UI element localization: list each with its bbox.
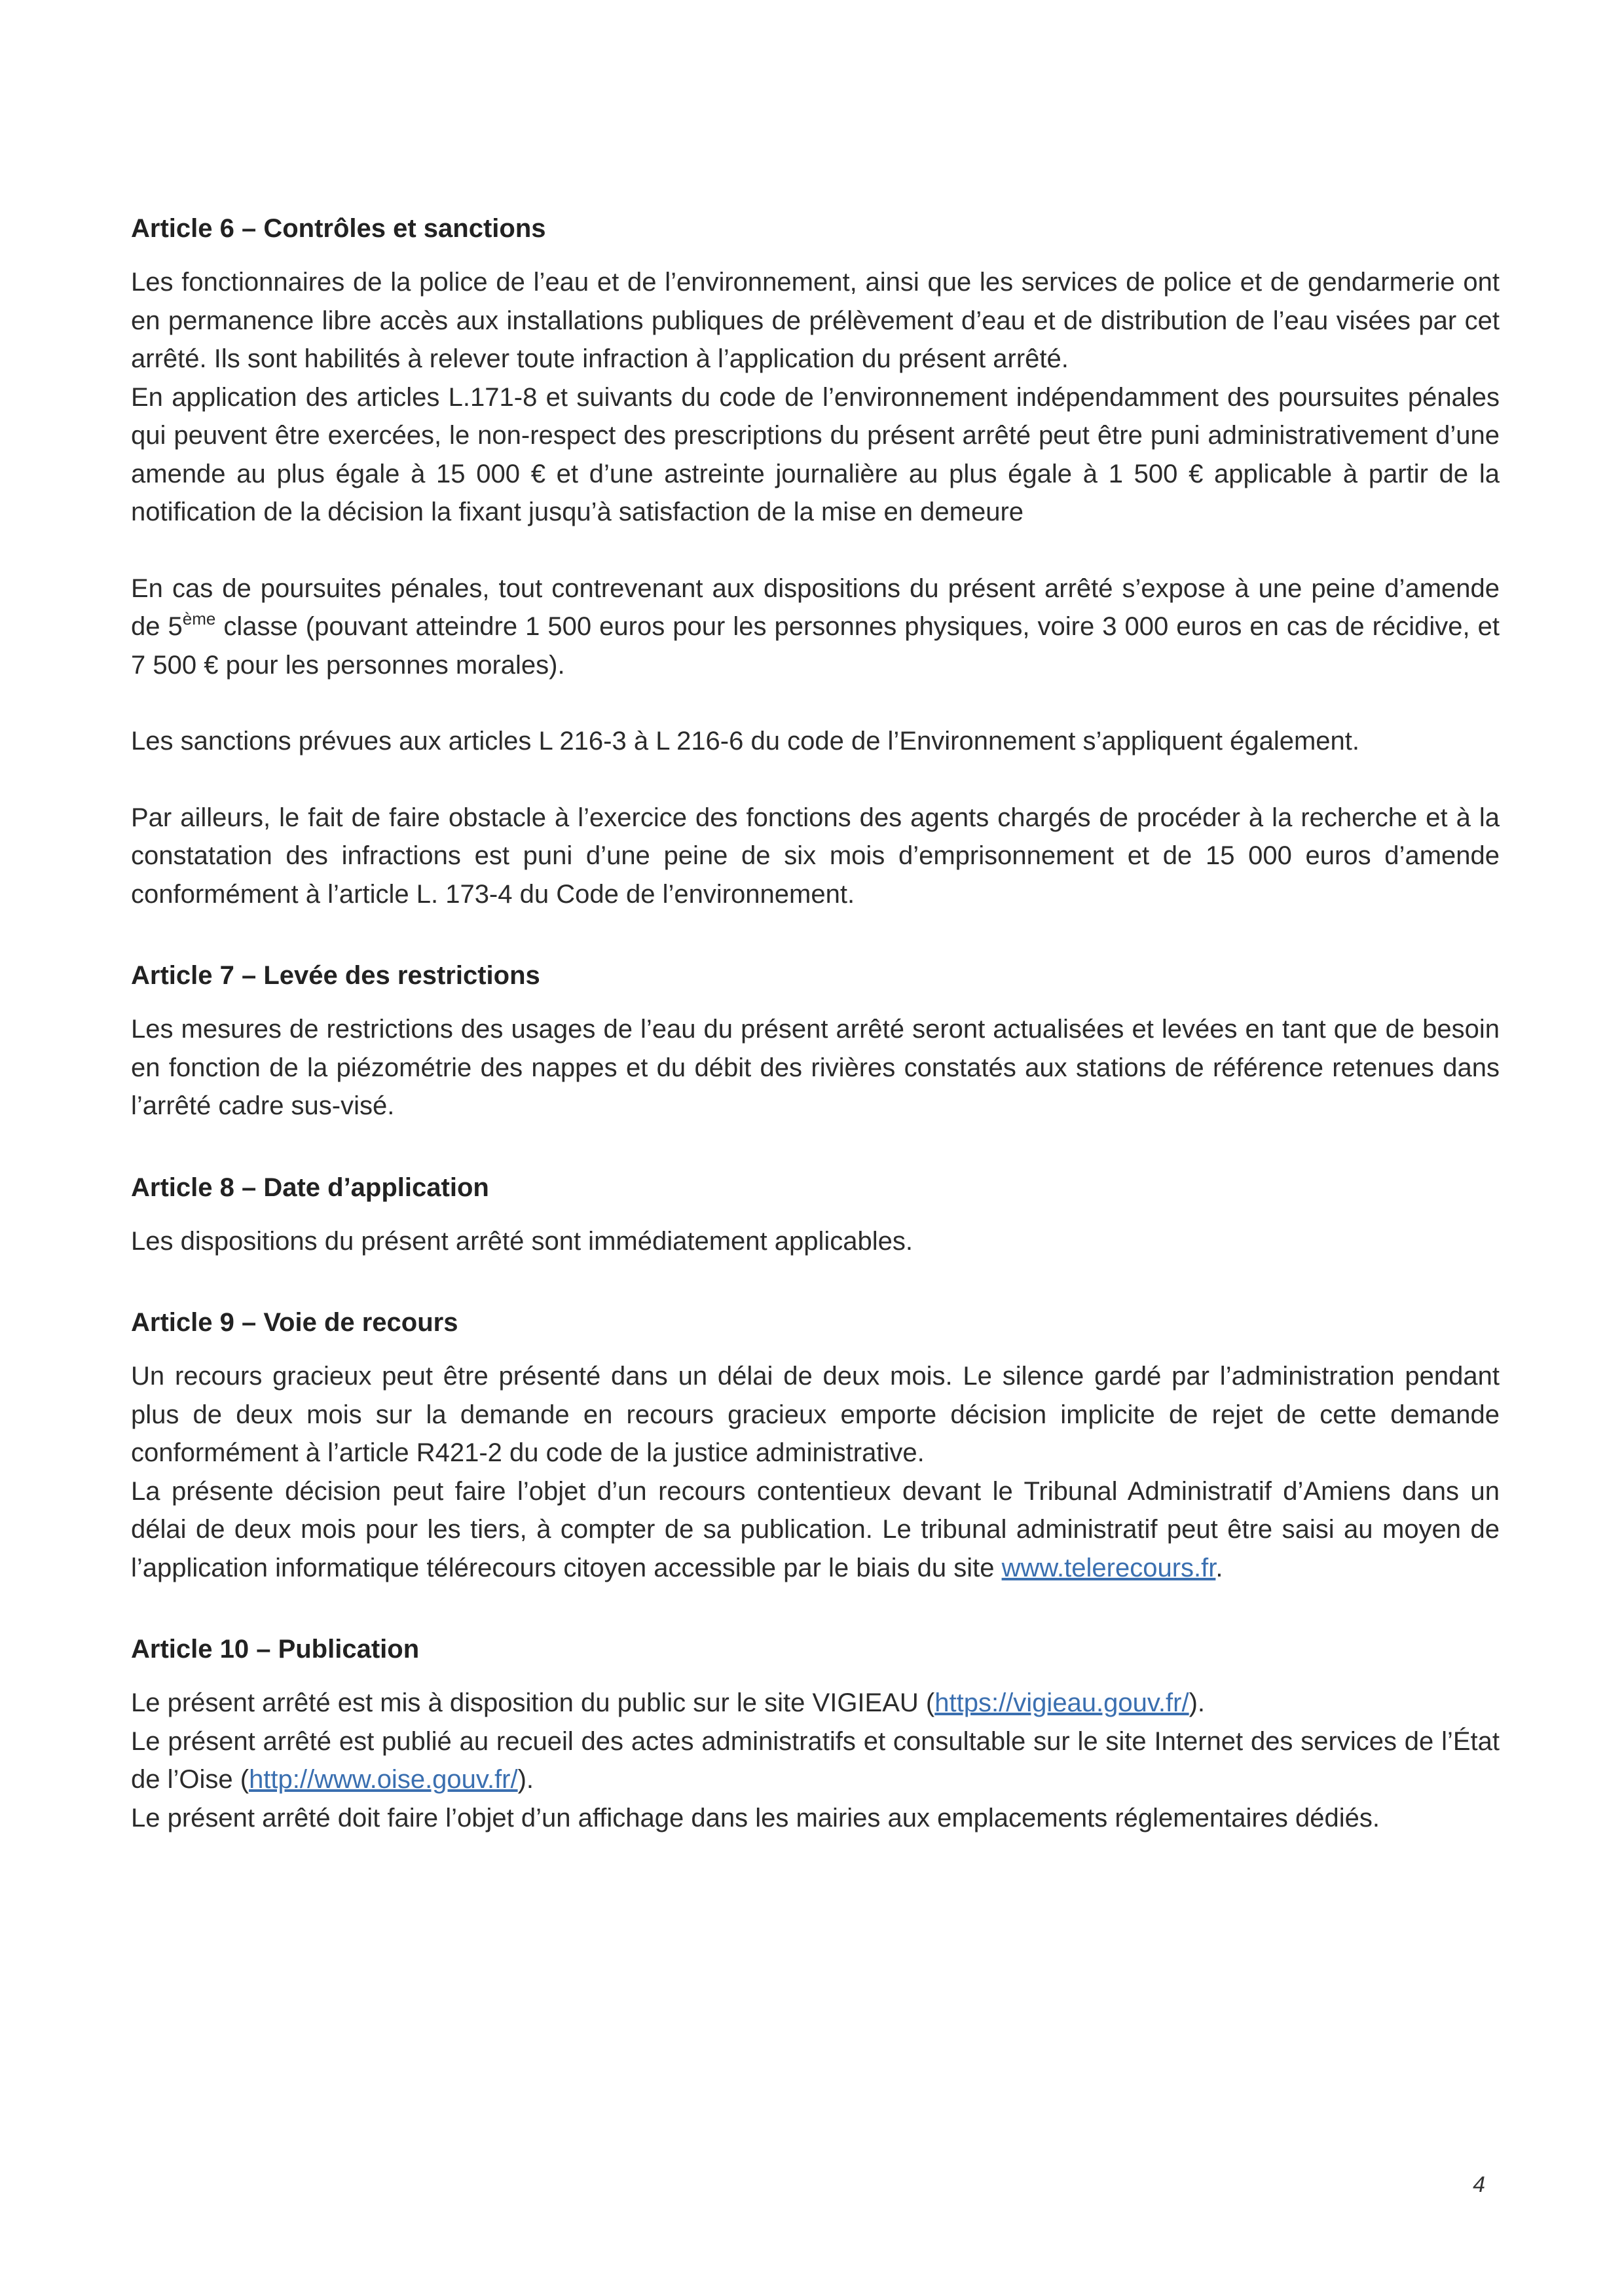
text-segment: ). — [517, 1765, 534, 1794]
paragraph: Les fonctionnaires de la police de l’eau et de l’environnement, ainsi que les services de police et de gendarmerie ont en permanence libre accès aux installations publiques de prélèvement d’eau et de distribution de l’eau visées par cet arrêté. Ils sont habilités à relever toute infraction à l’application du présent arrêté. — [131, 268, 1500, 373]
paragraph: Par ailleurs, le fait de faire obstacle à l’exercice des fonctions des agents chargés de procéder à la recherche et à la constatation des infractions est puni d’une peine de six mois d’emprisonnement et de 15 000 euros d’amende conformément à l’article L. 173-4 du Code de l’environnement. — [131, 803, 1500, 909]
superscript: ème — [182, 609, 216, 629]
document-page — [131, 210, 1500, 1880]
article-8 — [131, 1169, 1500, 1261]
article-title: Article 6 – Contrôles et sanctions — [131, 214, 546, 243]
text-segment: Le présent arrêté est mis à disposition du public sur le site VIGIEAU ( — [131, 1688, 935, 1717]
article-title: Article 7 – Levée des restrictions — [131, 961, 540, 990]
text-segment: classe (pouvant atteindre 1 500 euros pour les personnes physiques, voire 3 000 euros en cas de récidive, et 7 500 € pour les personnes morales). — [131, 612, 1500, 680]
paragraph — [131, 570, 1500, 685]
paragraph: Les sanctions prévues aux articles L 216-3 à L 216-6 du code de l’Environnement s’appliquent également. — [131, 727, 1359, 756]
paragraph: Les dispositions du présent arrêté sont immédiatement applicables. — [131, 1226, 913, 1256]
paragraph: Les mesures de restrictions des usages de l’eau du présent arrêté seront actualisées et levées en tant que de besoin en fonction de la piézométrie des nappes et du débit des rivières constatés aux stations de référence retenues dans l’arrêté cadre sus-visé. — [131, 1015, 1500, 1120]
text-segment: Le présent arrêté est publié au recueil des actes administratifs et consultable sur le site Internet des services de l’État de l’Oise ( — [131, 1726, 1500, 1794]
article-title: Article 10 – Publication — [131, 1635, 420, 1664]
paragraph: En application des articles L.171-8 et suivants du code de l’environnement indépendamment des poursuites pénales qui peuvent être exercées, le non-respect des prescriptions du présent arrêté peut être puni administrativement d’une amende au plus égale à 15 000 € et d’une astreinte journalière au plus égale à 1 500 € applicable à partir de la notification de la décision la fixant jusqu’à satisfaction de la mise en demeure — [131, 382, 1500, 526]
article-7 — [131, 957, 1500, 1125]
paragraph — [131, 1472, 1500, 1588]
article-title: Article 9 – Voie de recours — [131, 1308, 458, 1337]
paragraph: Un recours gracieux peut être présenté dans un délai de deux mois. Le silence gardé par l’administration pendant plus de deux mois sur la demande en recours gracieux emporte décision implicite de rejet de cette demande conformément à l’article R421-2 du code de la justice administrative. — [131, 1362, 1500, 1467]
paragraph: Le présent arrêté doit faire l’objet d’un affichage dans les mairies aux emplacements réglementaires dédiés. — [131, 1803, 1380, 1832]
article-6 — [131, 210, 1500, 913]
article-9 — [131, 1303, 1500, 1587]
article-title: Article 8 – Date d’application — [131, 1173, 489, 1202]
telerecours-link[interactable]: www.telerecours.fr — [1001, 1553, 1216, 1582]
article-10 — [131, 1630, 1500, 1837]
page-number: 4 — [1473, 2172, 1485, 2197]
vigieau-link[interactable]: https://vigieau.gouv.fr/ — [934, 1688, 1189, 1717]
text-segment: . — [1215, 1553, 1223, 1582]
text-segment: La présente décision peut faire l’objet d’un recours contentieux devant le Tribunal Administratif d’Amiens dans un délai de deux mois pour les tiers, à compter de sa publication. Le tribunal administratif peut être saisi au moyen de l’application informatique télérecours citoyen accessible par le biais du site — [131, 1476, 1500, 1582]
text-segment: ). — [1189, 1688, 1206, 1717]
paragraph — [131, 1722, 1500, 1799]
paragraph — [131, 1684, 1500, 1722]
oise-gouv-link[interactable]: http://www.oise.gouv.fr/ — [249, 1765, 518, 1794]
text-segment: En cas de poursuites pénales, tout contrevenant aux dispositions du présent arrêté s’expose à une peine d’amende de 5 — [131, 574, 1500, 641]
